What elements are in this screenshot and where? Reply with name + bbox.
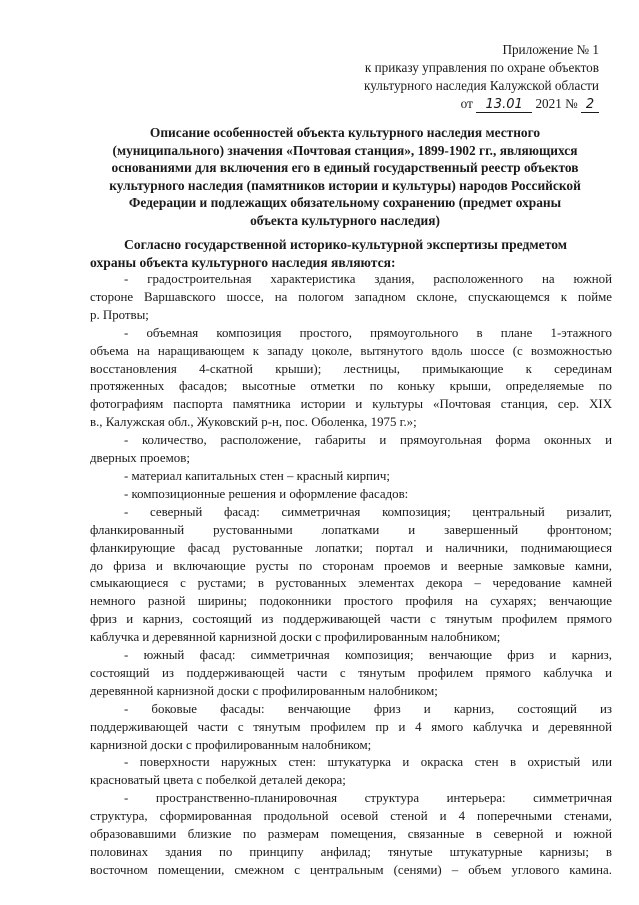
body-line: - количество, расположение, габариты и прямоугольная форма оконных и [124, 433, 612, 448]
body-line: фланкирующие фасад рустованные лопатки; портал и наличники, поднимающиеся [90, 540, 612, 555]
body-line: фриз и карниз, состоящий из поддерживающей части с тянутым профилем прямого [90, 612, 612, 627]
body-line: стороне Варшавского шоссе, на пологом западном склоне, спускающемся к пойме [90, 289, 612, 304]
appendix-number: Приложение № 1 [502, 42, 599, 57]
body-line: - южный фасад: симметричная композиция; венчающие фриз и карниз, [124, 648, 612, 663]
handwritten-number: 2 [581, 97, 599, 113]
body-line: - материал капитальных стен – красный кирпич; [124, 468, 390, 483]
body-line: восточном помещении, смежном с центральным (сенями) – объем углового камина. [90, 862, 612, 877]
body-line: структура, сформированная продольной осевой стеной и 4 поперечными стенами, [90, 809, 612, 824]
body-line: половинах здания по принципу анфилад; тянутые штукатурные карнизы; в [90, 845, 612, 859]
intro-paragraph [90, 236, 612, 272]
body-line: каблучка и деревянной карнизной доски с профилированным налобником; [90, 630, 501, 645]
body-line: деревянной карнизной доски с профилированным налобником; [90, 683, 438, 698]
body-line: - объемная композиция простого, прямоугольного в плане 1-этажного [124, 325, 612, 340]
title-line: основаниями для включения его в единый государственный реестр объектов [111, 160, 579, 176]
body-line: смыкающиеся с рустами; в рустованных элементах декора – чередование камней [90, 576, 612, 591]
body-line: дверных проемов; [90, 451, 190, 466]
date-year: 2021 № [535, 96, 578, 111]
body-line: красноватый цвета с побелкой деталей декора; [90, 773, 346, 788]
body-line: - поверхности наружных стен: штукатурка и окраска стен в охристый или [124, 755, 612, 770]
body-line: восстановления 4-скатной крыши); лестницы, примыкающие к серединам [90, 361, 612, 376]
body-line: образовавшими близкие по размерам помещения, связанные в северной и южной [90, 827, 612, 842]
appendix-order-ref: к приказу управления по охране объектов [364, 60, 599, 75]
body-line: - композиционные решения и оформление фасадов: [124, 486, 409, 501]
handwritten-date: 13.01 [476, 97, 532, 113]
body-line: карнизной доски с профилированным налобником; [90, 737, 372, 752]
title-line: Федерации и подлежащих обязательному сохранению (предмет охраны [128, 195, 562, 211]
title-line: культурного наследия (памятников истории и культуры) народов Российской [109, 177, 581, 193]
body-line: до фриза и включающие русты по сторонам проемов и веерные замковые камни, [90, 558, 612, 573]
title-line: Описание особенностей объекта культурного наследия местного [149, 125, 541, 140]
body-line: - градостроительная характеристика здания, расположенного на южной [124, 272, 612, 286]
body-line: объема на наращивающем к западу цоколе, вытянутого вдоль шоссе (с возможностью [90, 343, 612, 358]
date-prefix: от [460, 96, 473, 111]
body-line: - пространственно-планировочная структура интерьера: симметричная [124, 791, 612, 806]
body-line: протяженных фасадов; высотные отметки по коньку крыши, определяемые по [90, 379, 612, 394]
body-line: фотографиям паспорта памятника истории и культуры «Почтовая станция, сер. XIX [90, 397, 612, 412]
body-line: поддерживающей части с тянутым профилем пр и 4 ямого каблучка и деревянной [90, 719, 612, 734]
title-line: (муниципального) значения «Почтовая станция», 1899-1902 гг., являющихся [112, 142, 578, 158]
body-line: фланкированный рустованными лопатками и завершенный фронтоном; [90, 522, 612, 537]
intro-line: охраны объекта культурного наследия являются: [90, 254, 396, 270]
body-line: в., Калужская обл., Жуковский р-н, пос. Оболенка, 1975 г.»; [90, 415, 417, 430]
appendix-date-line [269, 95, 599, 113]
appendix-authority: культурного наследия Калужской области [364, 78, 599, 93]
body-line: - боковые фасады: венчающие фриз и карниз, состоящий из [124, 701, 612, 716]
protection-subject-list [90, 271, 612, 880]
body-line: состоящий из поддерживающей части с тянутым профилем прямого каблучка и [90, 665, 612, 680]
appendix-header [269, 41, 599, 113]
body-line: немного разной ширины; подоконники простого профиля на сухарях; венчающие [90, 594, 612, 609]
body-line: р. Протвы; [90, 307, 149, 322]
document-title [80, 124, 610, 230]
intro-line: Согласно государственной историко-культурной экспертизы предметом [124, 237, 568, 252]
title-line: объекта культурного наследия) [250, 212, 440, 228]
body-line: - северный фасад: симметричная композиция; центральный ризалит, [124, 504, 612, 519]
